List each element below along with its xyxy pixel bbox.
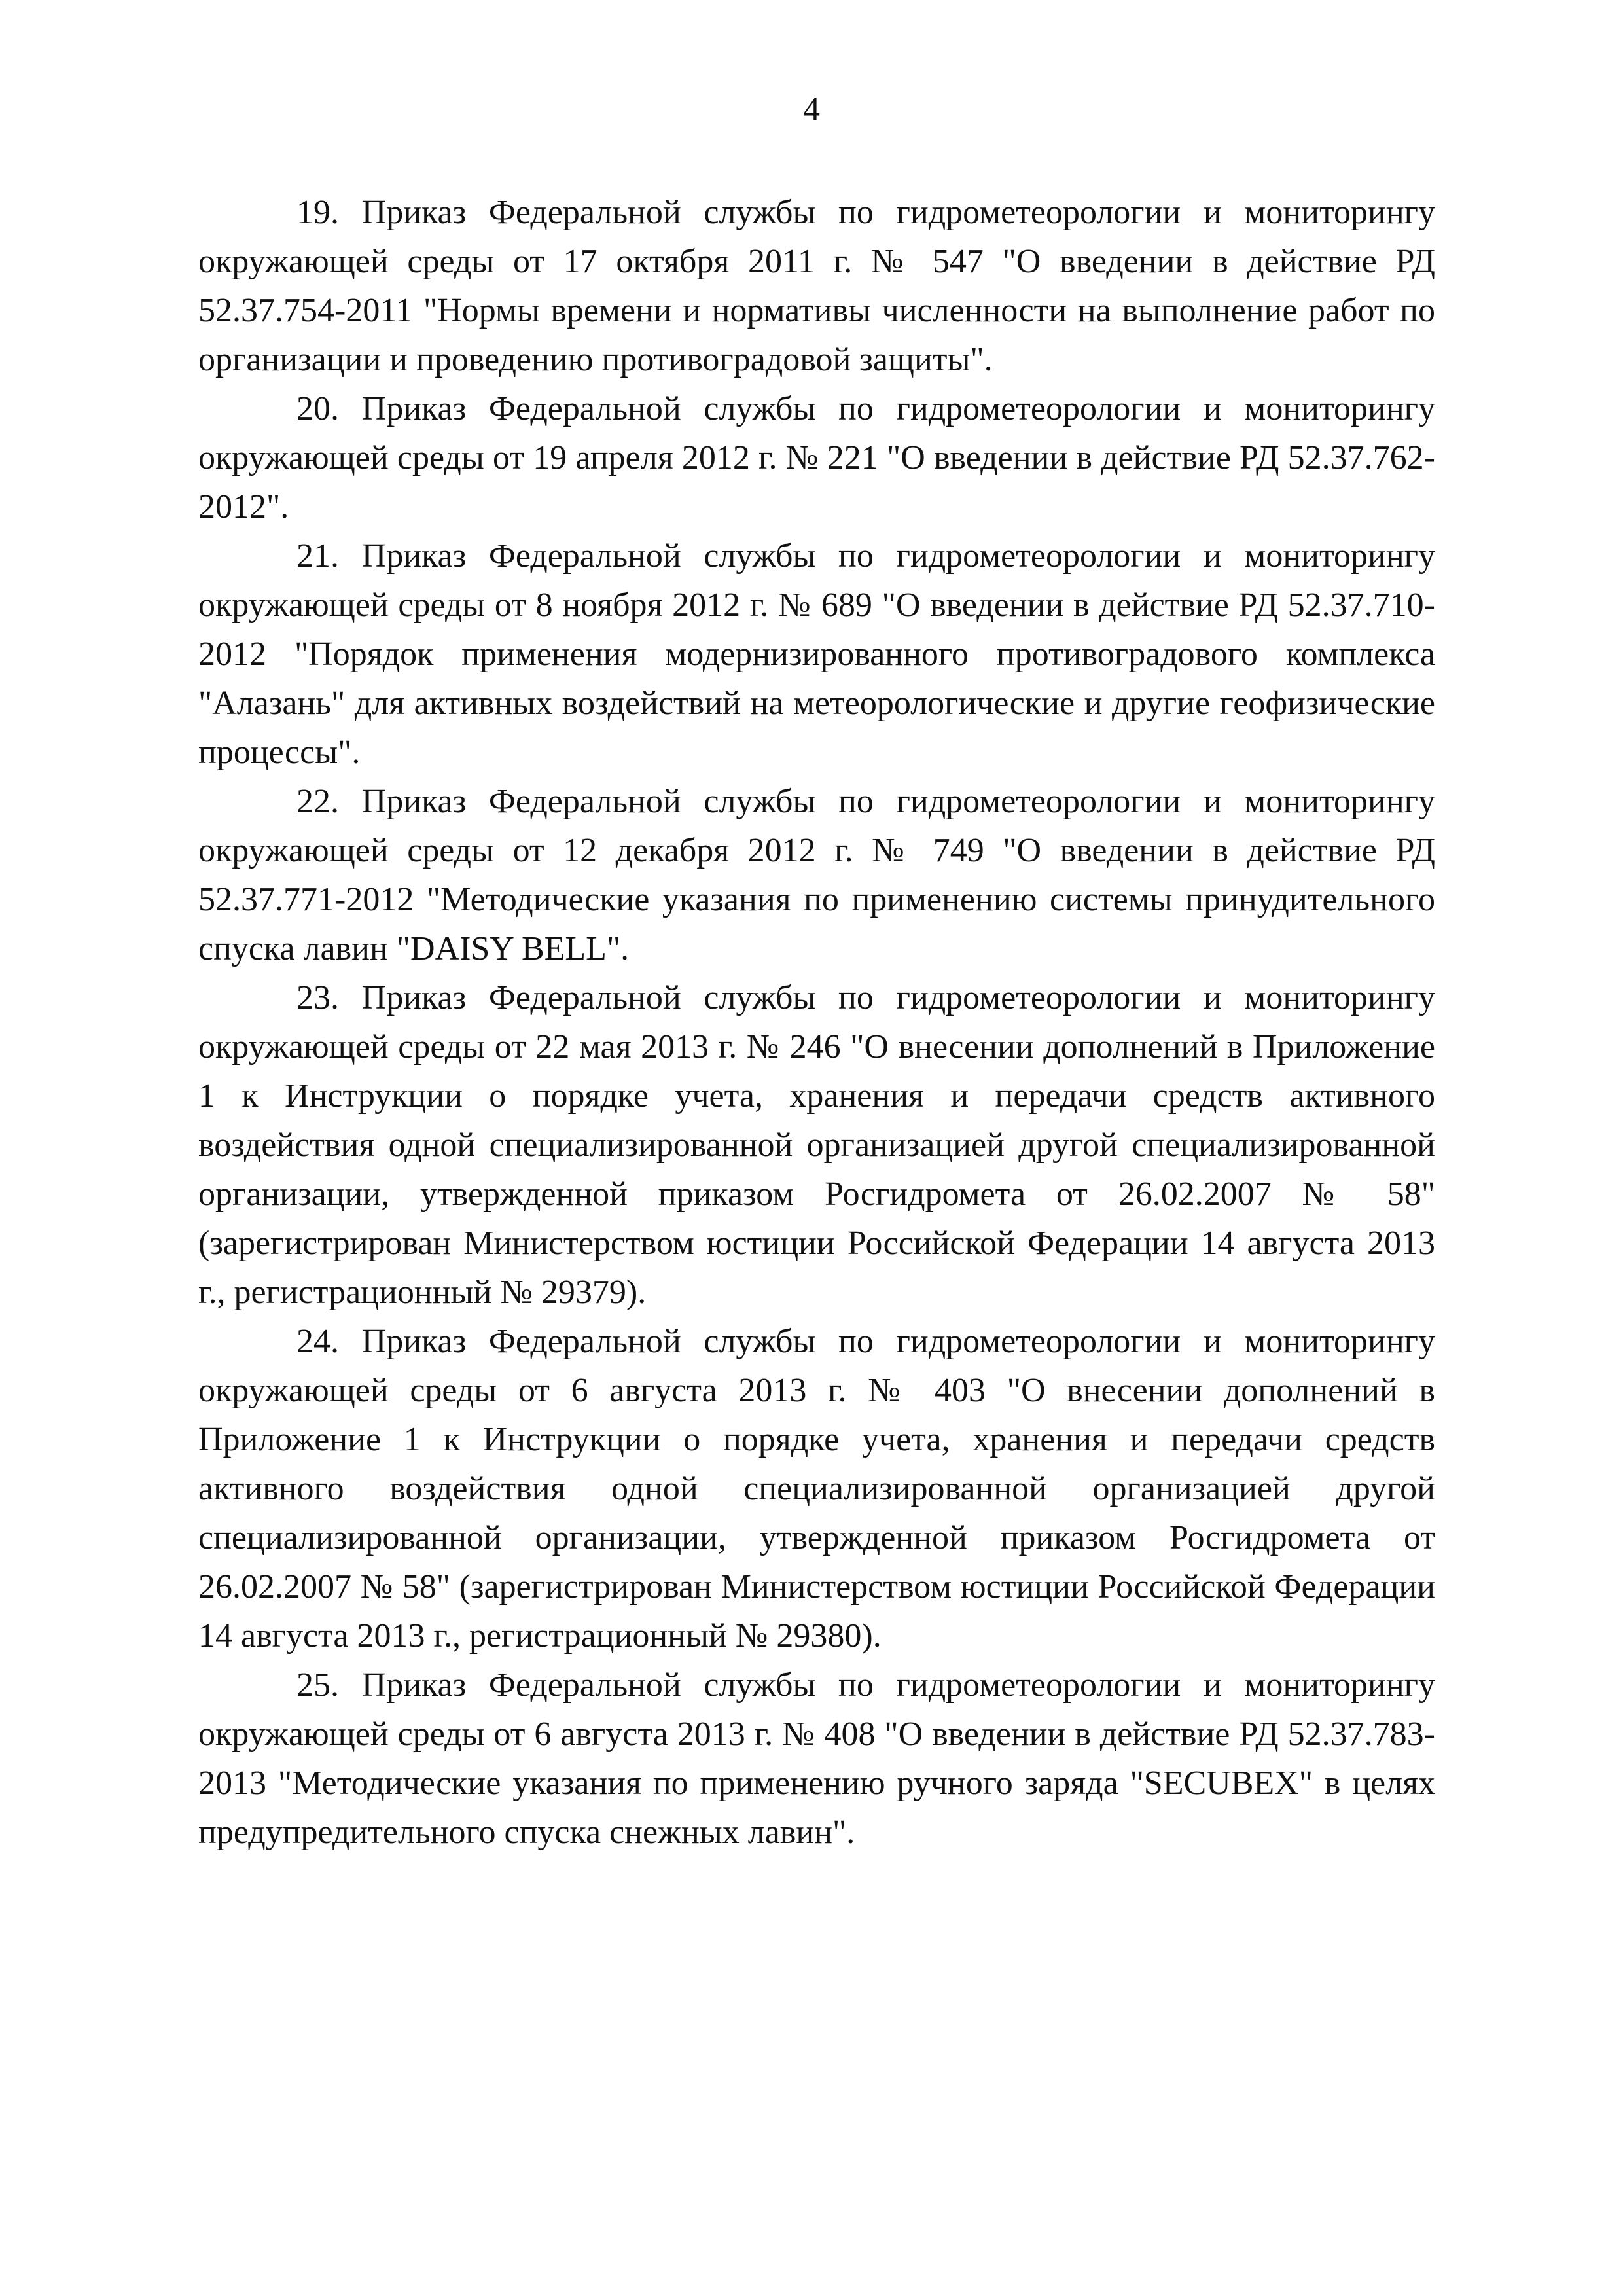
list-item-25	[198, 1660, 1435, 1857]
item-text: Приказ Федеральной службы по гидрометеорологии и мониторингу окружающей среды от 6 августа 2013 г. № 403 "О внесении дополнений в Приложение 1 к Инструкции о порядке учета, хранения и передачи средств активного воздействия одной специализированной организацией другой специализированной организации, утвержденной приказом Росгидромета от 26.02.2007 № 58" (зарегистрирован Министерством юстиции Российской Федерации 14 августа 2013 г., регистрационный № 29380).	[198, 1323, 1436, 1655]
item-number: 23.	[296, 979, 339, 1016]
page-number: 4	[803, 91, 820, 128]
item-number: 24.	[296, 1323, 339, 1360]
item-number: 19.	[296, 194, 339, 231]
document-body	[198, 188, 1435, 1857]
list-item-22	[198, 777, 1435, 973]
item-text: Приказ Федеральной службы по гидрометеорологии и мониторингу окружающей среды от 12 декабря 2012 г. № 749 "О введении в действие РД 52.37.771-2012 "Методические указания по применению системы принудительного спуска лавин "DAISY BELL".	[198, 783, 1436, 967]
item-number: 25.	[296, 1666, 339, 1704]
list-item-24	[198, 1317, 1435, 1660]
list-item-20	[198, 384, 1435, 531]
list-item-19	[198, 188, 1435, 384]
item-text: Приказ Федеральной службы по гидрометеорологии и мониторингу окружающей среды от 17 октября 2011 г. № 547 "О введении в действие РД 52.37.754-2011 "Нормы времени и нормативы численности на выполнение работ по организации и проведению противоградовой защиты".	[198, 194, 1436, 378]
item-number: 22.	[296, 783, 339, 820]
item-number: 20.	[296, 390, 339, 427]
item-text: Приказ Федеральной службы по гидрометеорологии и мониторингу окружающей среды от 6 августа 2013 г. № 408 "О введении в действие РД 52.37.783-2013 "Методические указания по применению ручного заряда "SECUBEX" в целях предупредительного спуска снежных лавин".	[198, 1666, 1436, 1851]
item-text: Приказ Федеральной службы по гидрометеорологии и мониторингу окружающей среды от 8 ноября 2012 г. № 689 "О введении в действие РД 52.37.710-2012 "Порядок применения модернизированного противоградового комплекса "Алазань" для активных воздействий на метеорологические и другие геофизические процессы".	[198, 537, 1436, 771]
item-text: Приказ Федеральной службы по гидрометеорологии и мониторингу окружающей среды от 19 апреля 2012 г. № 221 "О введении в действие РД 52.37.762-2012".	[198, 390, 1436, 526]
list-item-21	[198, 531, 1435, 777]
list-item-23	[198, 973, 1435, 1317]
item-number: 21.	[296, 537, 339, 575]
item-text: Приказ Федеральной службы по гидрометеорологии и мониторингу окружающей среды от 22 мая 2013 г. № 246 "О внесении дополнений в Приложение 1 к Инструкции о порядке учета, хранения и передачи средств активного воздействия одной специализированной организацией другой специализированной организации, утвержденной приказом Росгидромета от 26.02.2007 № 58" (зарегистрирован Министерством юстиции Российской Федерации 14 августа 2013 г., регистрационный № 29379).	[198, 979, 1436, 1311]
